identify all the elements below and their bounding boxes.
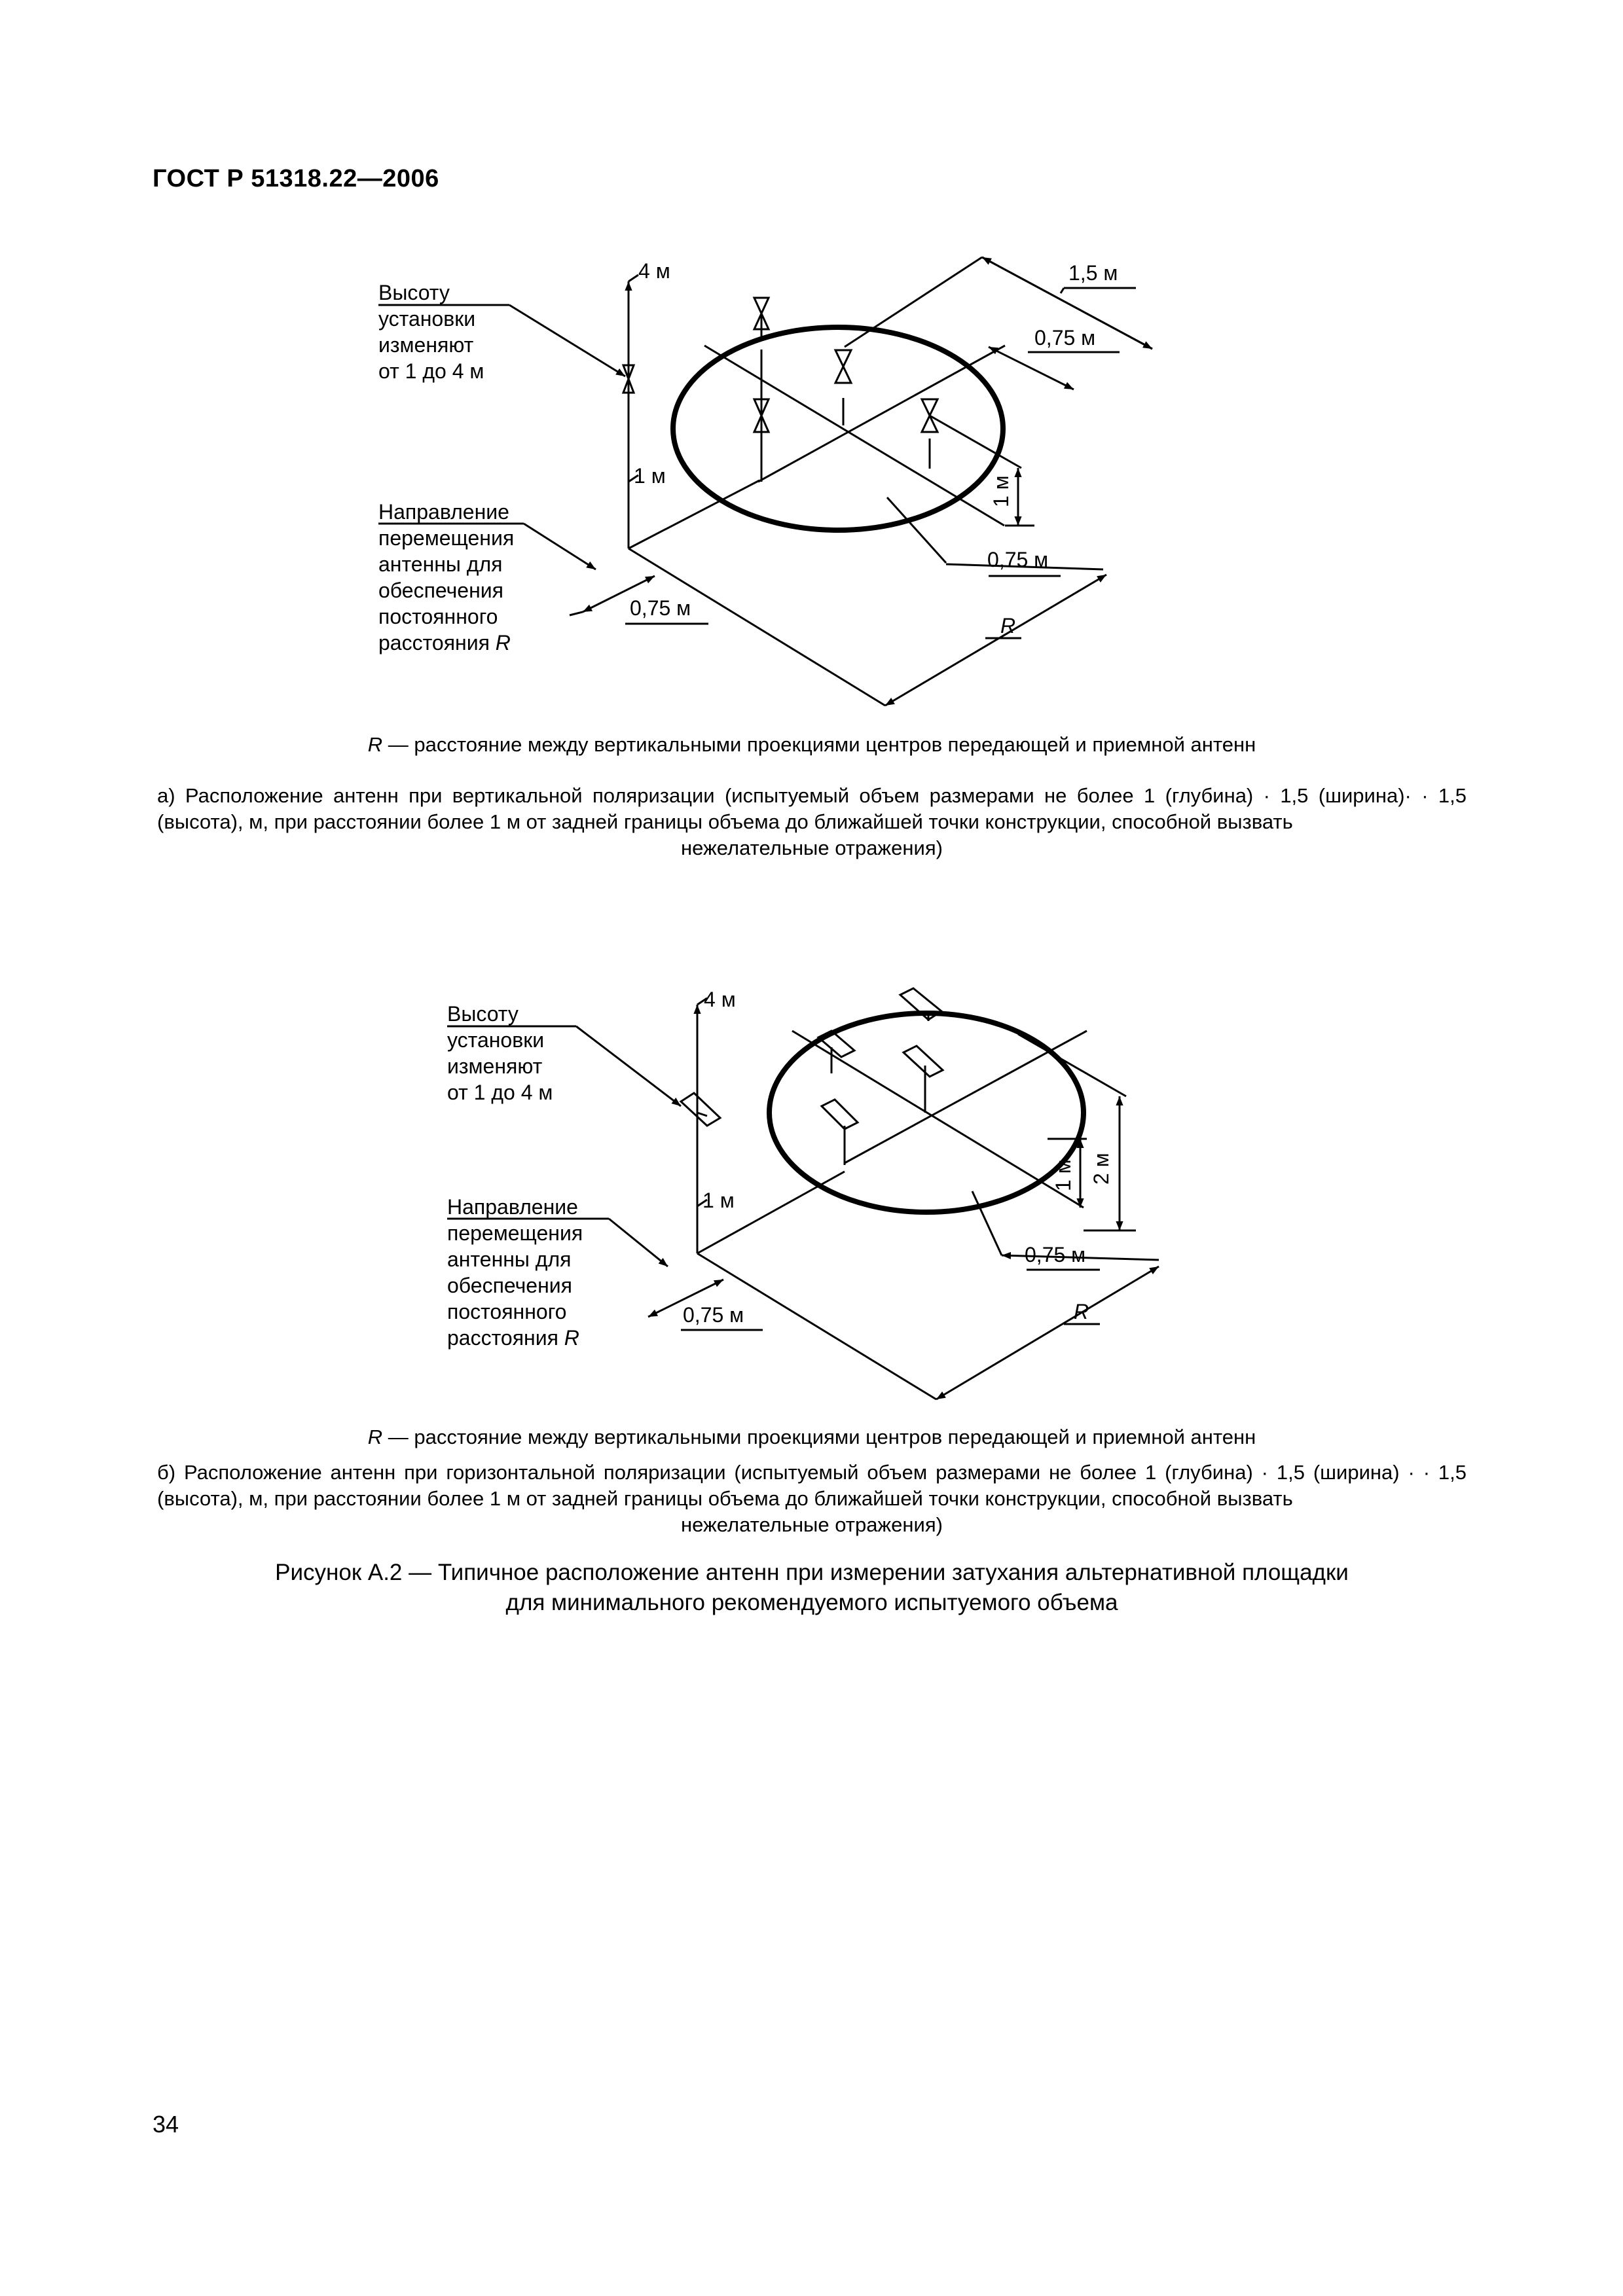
label-0-75m-right: 0,75 м	[1025, 1243, 1086, 1266]
figure-title	[157, 1558, 1467, 1618]
height-note-line-3: изменяют	[447, 1054, 543, 1078]
direction-note-line-1: Направление	[378, 500, 509, 524]
height-note-line-2: установки	[447, 1028, 545, 1052]
label-0-75m-right: 0,75 м	[987, 548, 1049, 571]
label-1-5m: 1,5 м	[1068, 261, 1118, 285]
label-0-75m-top: 0,75 м	[1034, 326, 1096, 350]
page-number: 34	[153, 2111, 179, 2138]
label-0-75m-left: 0,75 м	[630, 596, 691, 620]
figure-b-caption: R — расстояние между вертикальными проекциями центров передающей и приемной антенн	[367, 1426, 1256, 1448]
figure-a-description: а) Расположение антенн при вертикальной поляризации (испытуемый объем размерами не более 1 (глубина) · 1,5 (ширина)· · 1,5 (высота), м, при расстоянии более 1 м от задней границы объема до ближайшей точки конструкции, способной вызвать нежелательные отражения)	[157, 784, 1467, 859]
label-1m-vertical: 1 м	[1051, 1159, 1075, 1191]
direction-note-line-2: перемещения	[447, 1221, 583, 1245]
figure-b-description: б) Расположение антенн при горизонтальной поляризации (испытуемый объем размерами не более 1 (глубина) · 1,5 (ширина) · · 1,5 (высота), м, при расстоянии более 1 м от задней границы объема до ближайшей точки конструкции, способной вызвать нежелательные отражения)	[157, 1461, 1467, 1536]
direction-note-line-3: антенны для	[447, 1247, 572, 1271]
direction-note-line-1: Направление	[447, 1195, 578, 1219]
direction-note-line-2: перемещения	[378, 526, 515, 550]
height-note-line-1: Высоту	[378, 281, 450, 304]
document-header: ГОСТ Р 51318.22—2006	[153, 165, 439, 192]
label-2m-vertical: 2 м	[1089, 1153, 1113, 1185]
direction-note-line-5: постоянного	[378, 605, 498, 628]
height-note-line-2: установки	[378, 307, 476, 331]
direction-note-line-4: обеспечения	[447, 1274, 572, 1297]
direction-note-line-5: постоянного	[447, 1300, 567, 1323]
label-1m: 1 м	[702, 1189, 735, 1212]
label-R: R	[1074, 1300, 1089, 1323]
direction-note-line-4: обеспечения	[378, 579, 503, 602]
label-4m: 4 м	[638, 259, 670, 283]
height-note-line-4: от 1 до 4 м	[447, 1081, 553, 1104]
figure-b-diagram	[0, 975, 1623, 1446]
direction-note-line-6: расстояния R	[378, 631, 511, 655]
figure-a-diagram	[0, 242, 1623, 720]
height-note-line-3: изменяют	[378, 333, 474, 357]
height-note-line-1: Высоту	[447, 1002, 519, 1026]
label-0-75m-left: 0,75 м	[683, 1303, 744, 1327]
height-note-line-4: от 1 до 4 м	[378, 359, 484, 383]
figure-a-caption: R — расстояние между вертикальными проекциями центров передающей и приемной антенн	[367, 733, 1256, 756]
direction-note-line-6: расстояния R	[447, 1326, 579, 1350]
label-4m: 4 м	[704, 988, 736, 1011]
label-1m-vertical: 1 м	[989, 475, 1013, 507]
figure-title-line-1: Рисунок А.2 — Типичное расположение антенн при измерении затухания альтернативной площадки	[275, 1560, 1349, 1585]
direction-note-line-3: антенны для	[378, 552, 503, 576]
label-1m: 1 м	[634, 464, 666, 488]
label-R: R	[1000, 614, 1016, 637]
figure-title-line-2: для минимального рекомендуемого испытуемого объема	[505, 1590, 1118, 1615]
